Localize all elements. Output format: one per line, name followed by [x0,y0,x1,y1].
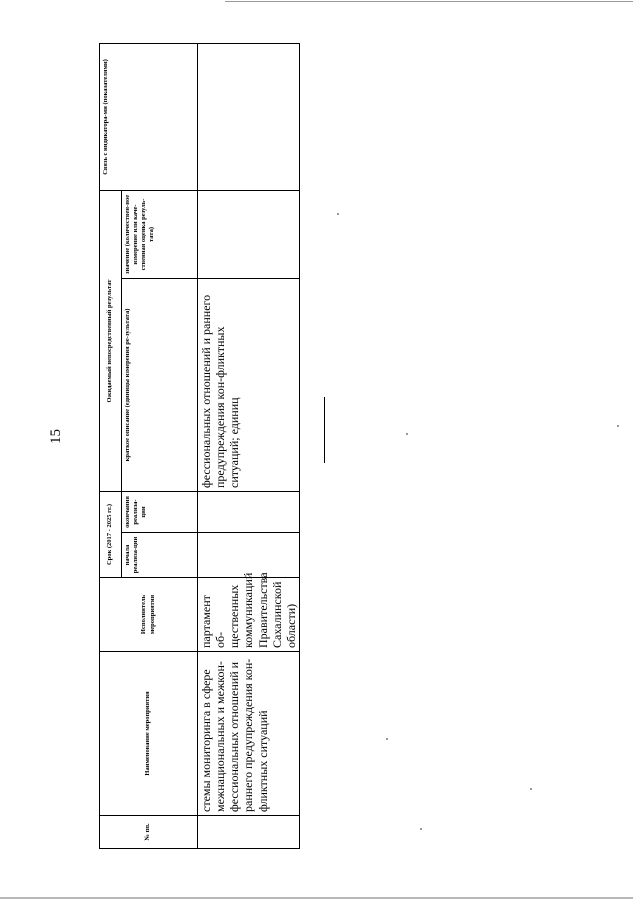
scan-speck [530,788,532,790]
cell-measure-name: стемы мониторинга в сфере межнациональных и межкон-фессиональных отношений и раннего предупреждения кон-фликтных ситуаций [198,652,300,816]
scan-speck [420,828,422,830]
header-period-end: окончания реализа-ции [122,492,198,533]
scan-speck [617,425,619,427]
cell-period-end [198,492,300,533]
header-indicator-link: Связь с индикатора-ми (показателями) [100,44,198,191]
header-measure-name: Наименование мероприятия [100,652,198,816]
scan-speck [386,738,388,740]
header-number: № пп. [100,816,198,849]
cell-number [198,816,300,849]
measures-table [99,43,300,849]
cell-indicator-link [198,44,300,191]
cell-executor: партамент об-щественных коммуникаций Правительства Сахалинской области) [198,578,300,652]
scan-speck [337,213,339,215]
margin-mark [324,397,325,463]
measures-table-container [99,44,298,849]
cell-result-value [198,191,300,279]
header-period: Срок (2017 - 2025 гг.) [100,492,122,578]
header-result-value: значение (количествен-ное измерение или каче-ственная оценка резуль-тата) [122,191,198,279]
page-number: 15 [48,429,64,444]
header-expected-result: Ожидаемый непосредственный результат [100,191,122,492]
scan-speck [406,433,408,435]
scan-edge-bottom [0,897,633,899]
header-period-start: начала реализа-ции [122,533,198,578]
cell-result-description: фессиональных отношений и раннего предупреждения кон-фликтных ситуаций; единиц [198,279,300,492]
cell-period-start [198,533,300,578]
header-result-description: краткое описание (единицы измерения ре-зультата) [122,279,198,492]
scan-edge-top [225,1,633,2]
header-executor: Исполнитель мероприятия [100,578,198,652]
